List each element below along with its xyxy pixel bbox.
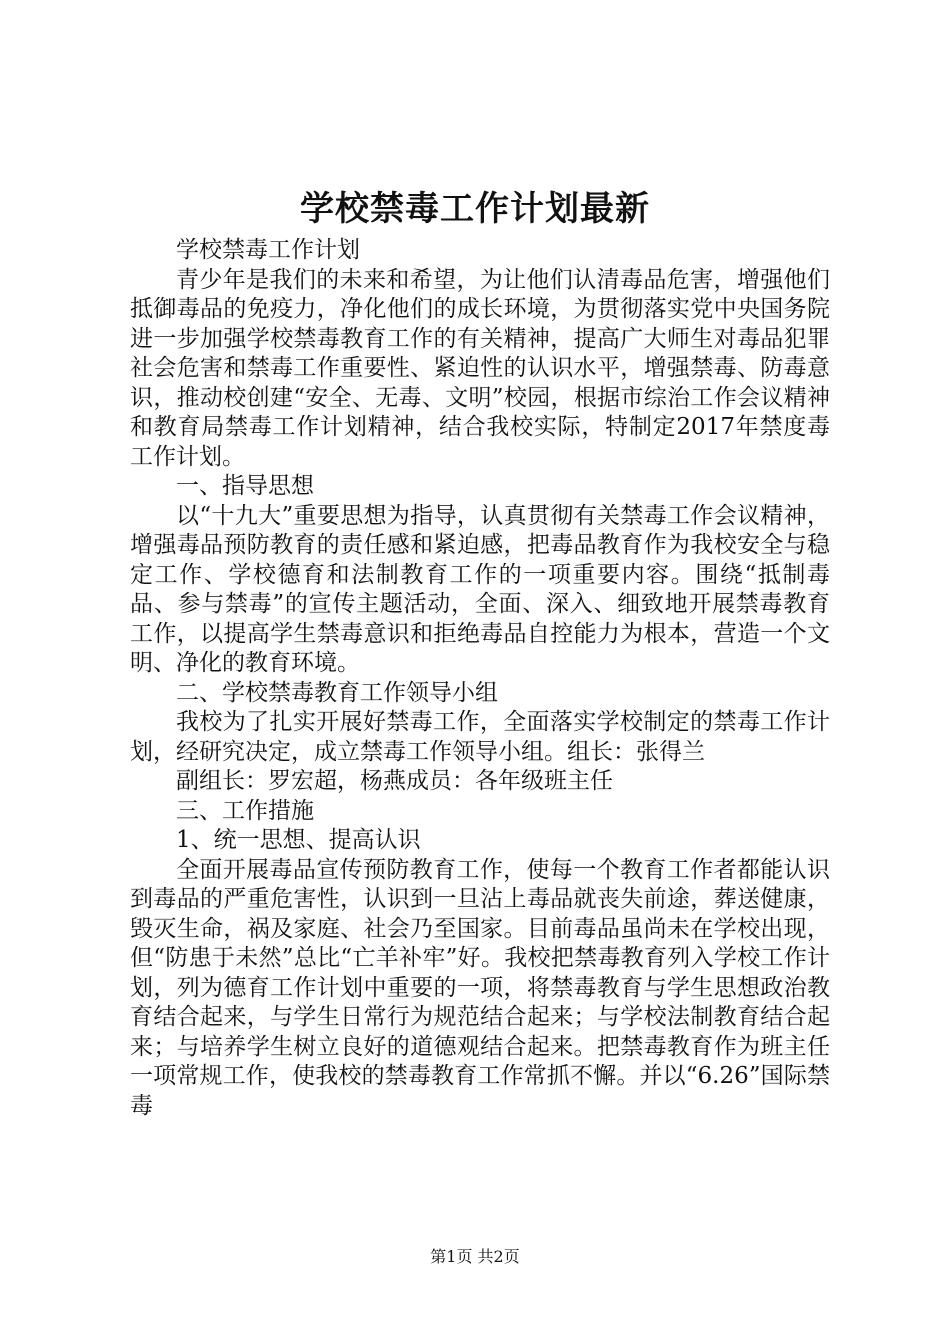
heading-unify-thinking: 1、统一思想、提高认识 <box>176 827 421 853</box>
heading-guiding-ideology: 一、指导思想 <box>176 473 314 499</box>
paragraph-unify-thinking: 全面开展毒品宣传预防教育工作，使每一个教育工作者都能认识到毒品的严重危害性，认识到一旦沾上毒品就丧失前途，葬送健康，毁灭生命，祸及家庭、社会乃至国家。目前毒品虽尚未在学校出现，但“防患于未然”总比“亡羊补牢”好。我校把禁毒教育列入学校工作计划，列为德育工作计划中重要的一项，将禁毒教育与学生思想政治教育结合起来，与学生日常行为规范结合起来；与学校法制教育结合起来；与培养学生树立良好的道德观结合起来。把禁毒教育作为班主任一项常规工作，使我校的禁毒教育工作常抓不懈。并以“6.26”国际禁毒 <box>130 856 830 1119</box>
paragraph-guiding-ideology: 以“十九大”重要思想为指导，认真贯彻有关禁毒工作会议精神，增强毒品预防教育的责任感和紧迫感，把毒品教育作为我校安全与稳定工作、学校德育和法制教育工作的一项重要内容。围绕“抵制毒品、参与禁毒”的宣传主题活动，全面、深入、细致地开展禁毒教育工作，以提高学生禁毒意识和拒绝毒品自控能力为根本，营造一个文明、净化的教育环境。 <box>130 502 830 676</box>
page-number-footer: 第1页 共2页 <box>430 1247 520 1266</box>
heading-leadership-group: 二、学校禁毒教育工作领导小组 <box>176 679 498 706</box>
document-body <box>130 236 830 1121</box>
paragraph-subtitle: 学校禁毒工作计划 <box>176 237 360 263</box>
heading-work-measures: 三、工作措施 <box>176 797 314 824</box>
paragraph-deputy-leaders: 副组长：罗宏超，杨燕成员：各年级班主任 <box>176 768 613 794</box>
paragraph-leadership-group: 我校为了扎实开展好禁毒工作，全面落实学校制定的禁毒工作计划，经研究决定，成立禁毒工作领导小组。组长：张得兰 <box>130 709 830 765</box>
paragraph-intro: 青少年是我们的未来和希望，为让他们认清毒品危害，增强他们抵御毒品的免疫力，净化他们的成长环境，为贯彻落实党中央国务院进一步加强学校禁毒教育工作的有关精神，提高广大师生对毒品犯罪社会危害和禁毒工作重要性、紧迫性的认识水平，增强禁毒、防毒意识，推动校创建“安全、无毒、文明”校园，根据市综治工作会议精神和教育局禁毒工作计划精神，结合我校实际，特制定2017年禁度毒工作计划。 <box>130 266 830 470</box>
document-title: 学校禁毒工作计划最新 <box>300 189 650 229</box>
